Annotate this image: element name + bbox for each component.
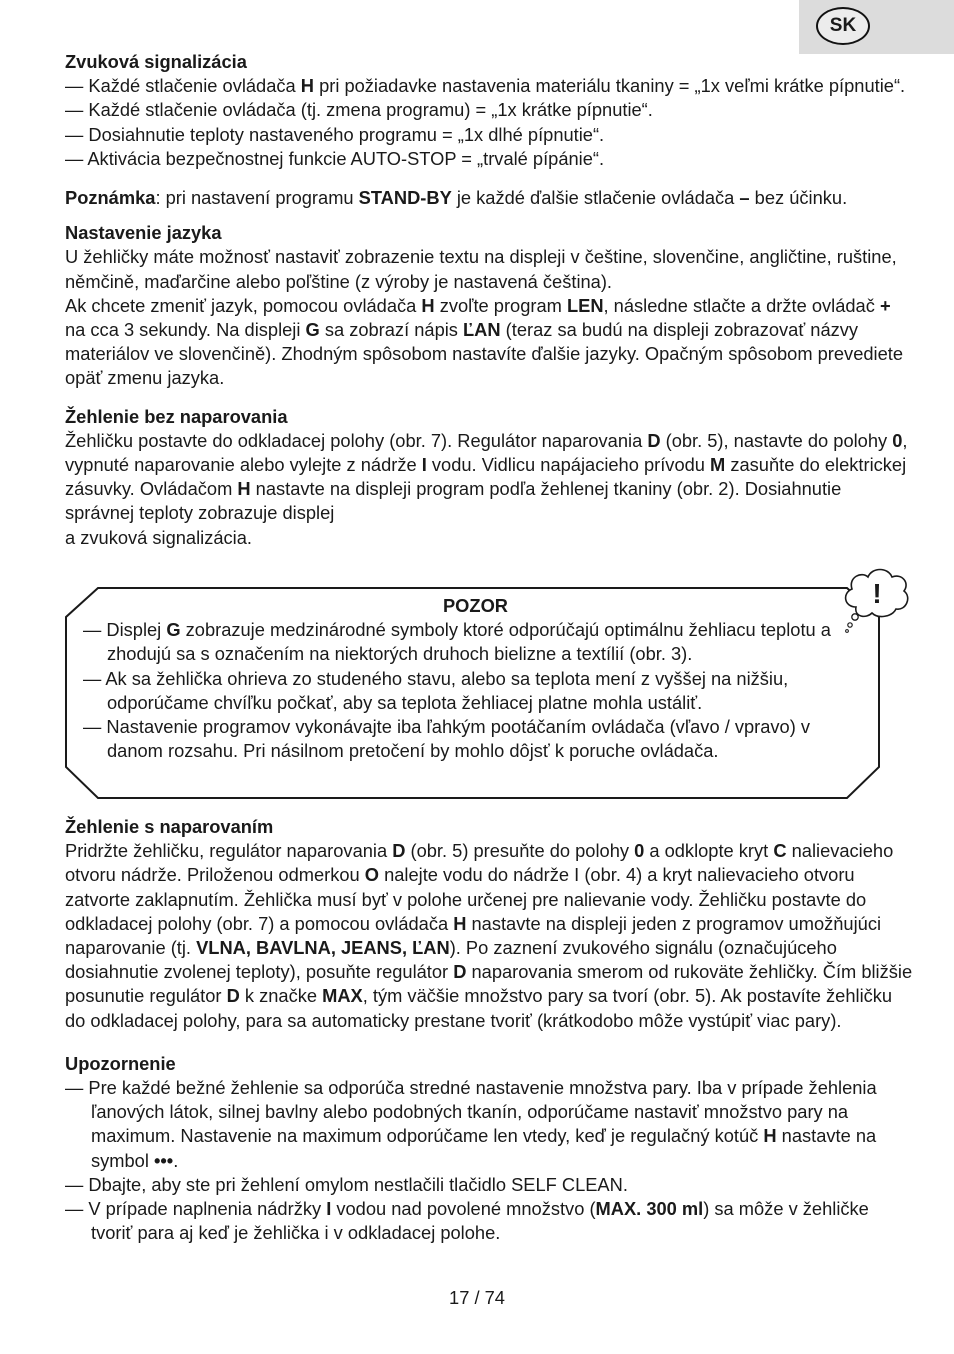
list-item: — V prípade naplnenia nádržky I vodou nad povolené množstvo (MAX. 300 ml) sa môže v žehličke tvoriť para aj keď je žehlička i v odkladacej polohe. (65, 1198, 869, 1244)
paragraph: Žehličku postavte do odkladacej polohy (obr. 7). Regulátor naparovania D (obr. 5), nastavte do polohy 0, vypnuté naparovanie alebo vylejte z nádrže I vodu. Vidlicu napájacieho prívodu M zasuňte do elektrickej zásuvky. Ovládačom H nastavte na displeji program podľa žehlenej tkaniny (obr. 2). Dosiahnutie správnej teploty zobrazuje displej a zvuková signalizácia. (65, 429, 908, 548)
warning-title: POZOR (442, 595, 508, 616)
warning-box (65, 587, 880, 799)
section-title: Žehlenie bez naparovania (65, 405, 288, 427)
list-item: — Dbajte, aby ste pri žehlení omylom nestlačili tlačidlo SELF CLEAN. (65, 1173, 628, 1195)
list-item: — Každé stlačenie ovládača H pri požiadavke nastavenia materiálu tkaniny = „1x veľmi krátke pípnutie“. (65, 75, 906, 97)
language-badge: SK (816, 7, 870, 45)
page-number: 17 / 74 (449, 1287, 505, 1308)
section-title: Nastavenie jazyka (65, 222, 222, 244)
language-tab (799, 0, 954, 54)
paragraph: U žehličky máte možnosť nastaviť zobrazenie textu na displeji v češtine, slovenčine, angličtine, ruštine, němčině, maďarčine alebo poľštine (z výroby je nastavená čeština). (65, 246, 897, 292)
section-title: Zvuková signalizácia (65, 51, 247, 72)
list-item: — Aktivácia bezpečnostnej funkcie AUTO-STOP = „trvalé pípánie“. (65, 147, 605, 169)
exclamation-cloud-icon (838, 563, 912, 633)
section-title: Upozornenie (65, 1052, 176, 1074)
section-ironing-no-steam (65, 405, 915, 550)
list-item: — Displej G zobrazuje medzinárodné symboly ktoré odporúčajú optimálnu žehliacu teplotu a zhodujú sa s označením na niektorých druhoch bielizne a textílií (obr. 3). (83, 619, 831, 665)
section-sound-signal (65, 50, 915, 171)
section-ironing-steam (65, 815, 915, 1033)
warning-text (83, 594, 878, 763)
paragraph: Pridržte žehličku, regulátor naparovania D (obr. 5) presuňte do polohy 0 a odklopte kryt C nalievacieho otvoru nádrže. Priloženou odmerkou O nalejte vodu do nádrže I (obr. 4) a kryt nalievacieho otvoru zatvorte zaklapnutím. Žehlička musí byť v polohe určenej pre nalievanie vody. Žehličku postavte do odkladacej polohy (obr. 7) a pomocou ovládača H nastavte na displeji jeden z programov umožňujúci naparovanie (tj. VLNA, BAVLNA, JEANS, ĽAN). Po zaznení zvukového signálu (označujúceho dosiahnutie zvolenej teploty), posuňte regulátor D naparovania smerom od rukoväte žehličky. Čím bližšie posunutie regulátor D k značke MAX, tým väčšie množstvo pary sa tvorí (obr. 5). Ak postavíte žehličku do odkladacej polohy, para sa automaticky prestane tvoriť (krátkodobo môže vystúpiť viac pary). (65, 840, 913, 1031)
paragraph: Ak chcete zmeniť jazyk, pomocou ovládača H zvoľte program LEN, následne stlačte a držte ovládač + na cca 3 sekundy. Na displeji G sa zobrazí nápis ĽAN (teraz sa budú na displeji zobrazovať názvy materiálov ve slovenčině). Zhodným spôsobom nastavíte ďalšie jazyky. Opačným spôsobom prevediete opäť zmenu jazyka. (65, 294, 904, 389)
list-item: — Nastavenie programov vykonávajte iba ľahkým pootáčaním ovládača (vľavo / vpravo) v danom rozsahu. Pri násilnom pretočení by mohlo dôjsť k poruche ovládača. (83, 716, 811, 762)
section-title: Žehlenie s naparovaním (65, 816, 274, 837)
note-paragraph: Poznámka: pri nastavení programu STAND-BY je každé ďalšie stlačenie ovládača – bez účinku. (65, 187, 848, 209)
list-item: — Pre každé bežné žehlenie sa odporúča stredné nastavenie množstva pary. Iba v prípade žehlenia ľanových látok, silnej bavlny alebo podobných tkanín, odporúčame nastaviť množstvo pary na maximum. Nastavenie na maximum odporúčame len vtedy, keď je regulačný kotúč H nastavte na symbol •••. (65, 1077, 877, 1171)
upper-content (65, 50, 915, 565)
section-caution (65, 1052, 915, 1246)
list-item: — Dosiahnutie teploty nastaveného programu = „1x dlhé pípnutie“. (65, 123, 605, 145)
section-language (65, 221, 915, 390)
lower-content (65, 815, 915, 1260)
list-item: — Každé stlačenie ovládača (tj. zmena programu) = „1x krátke pípnutie“. (65, 99, 653, 121)
list-item: — Ak sa žehlička ohrieva zo studeného stavu, alebo sa teplota mení z vyššej na nižšiu, odporúčame chvíľku počkať, aby sa teplota žehliacej platne mohla ustáliť. (83, 667, 789, 713)
cloud-mark: ! (872, 578, 882, 609)
